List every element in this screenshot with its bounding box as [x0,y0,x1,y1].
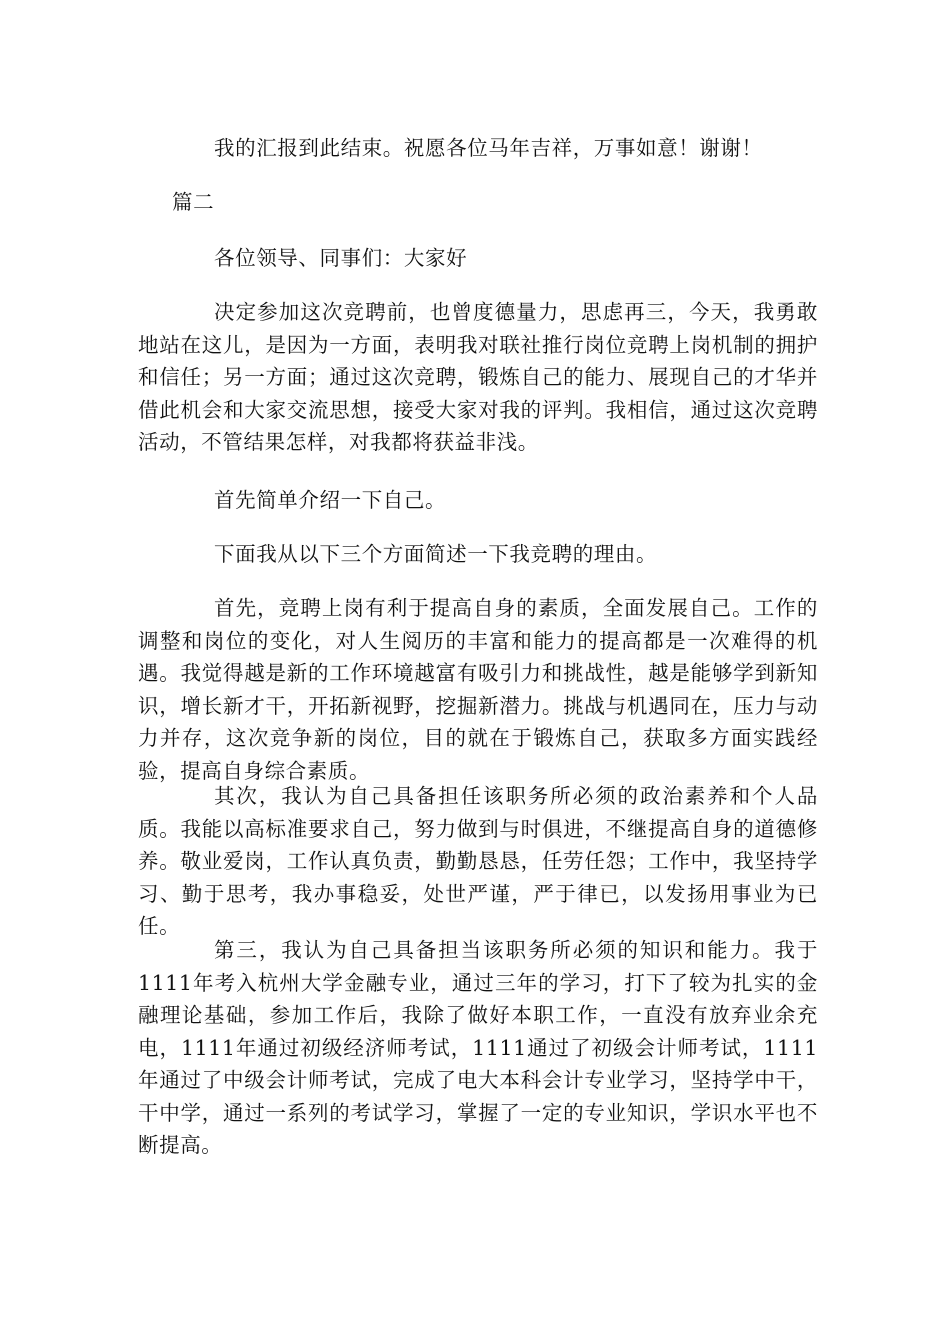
paragraph: 第三，我认为自己具备担当该职务所必须的知识和能力。我于1111年考入杭州大学金融专业，通过三年的学习，打下了较为扎实的金融理论基础，参加工作后，我除了做好本职工作，一直没有放弃业余充电，1111年通过初级经济师考试，1111通过了初级会计师考试，1111年通过了中级会计师考试，完成了电大本科会计专业学习，坚持学中干，干中学，通过一系列的考试学习，掌握了一定的专业知识，学识水平也不断提高。 [138,938,818,1157]
closing-line: 我的汇报到此结束。祝愿各位马年吉祥，万事如意！谢谢！ [214,136,763,160]
greeting-line: 各位领导、同事们：大家好 [214,246,468,270]
paragraph: 下面我从以下三个方面简述一下我竞聘的理由。 [214,542,658,566]
section-heading: 篇二 [172,190,215,214]
paragraph: 决定参加这次竞聘前，也曾度德量力，思虑再三，今天，我勇敢地站在这儿，是因为一方面，表明我对联社推行岗位竞聘上岗机制的拥护和信任；另一方面；通过这次竞聘，锻炼自己的能力、展现自己的才华并借此机会和大家交流思想，接受大家对我的评判。我相信，通过这次竞聘活动，不管结果怎样，对我都将获益非浅。 [138,300,818,454]
paragraph: 首先简单介绍一下自己。 [214,488,447,512]
paragraph: 其次，我认为自己具备担任该职务所必须的政治素养和个人品质。我能以高标准要求自己，努力做到与时俱进，不继提高自身的道德修养。敬业爱岗，工作认真负责，勤勤恳恳，任劳任怨；工作中，我坚持学习、勤于思考，我办事稳妥，处世严谨，严于律已，以发扬用事业为已任。 [138,784,818,938]
paragraph: 首先，竞聘上岗有利于提高自身的素质，全面发展自己。工作的调整和岗位的变化，对人生阅历的丰富和能力的提高都是一次难得的机遇。我觉得越是新的工作环境越富有吸引力和挑战性，越是能够学到新知识，增长新才干，开拓新视野，挖掘新潜力。挑战与机遇同在，压力与动力并存，这次竞争新的岗位，目的就在于锻炼自己，获取多方面实践经验，提高自身综合素质。 [138,596,818,783]
